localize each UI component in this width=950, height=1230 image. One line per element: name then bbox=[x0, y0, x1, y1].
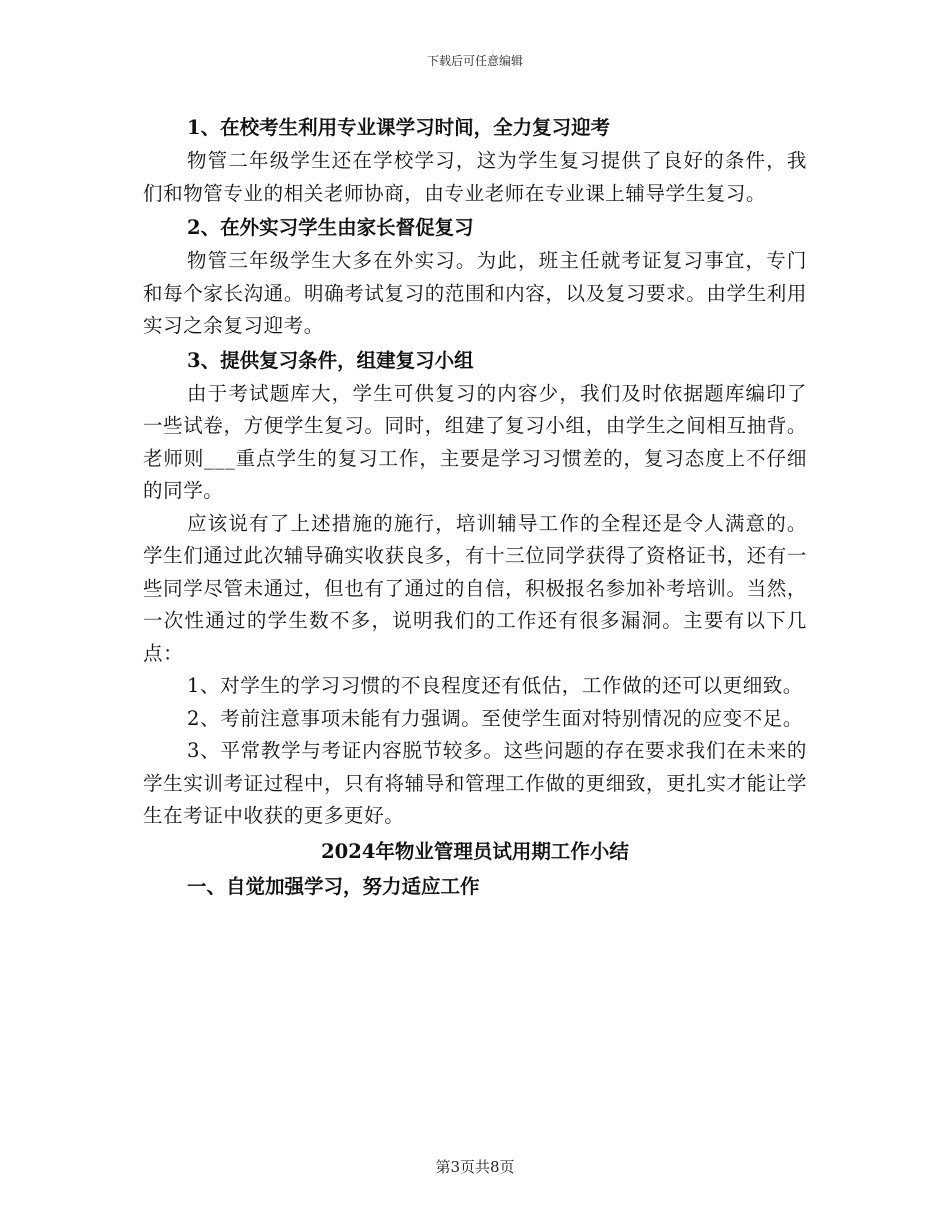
page-footer: 第3页共8页 bbox=[435, 1158, 515, 1176]
list-item-1: 1、对学生的学习习惯的不良程度还有低估，工作做的还可以更细致。 bbox=[187, 674, 804, 697]
list-item-3: 3、平常教学与考证内容脱节较多。这些问题的存在要求我们在未来的学生实训考证过程中，只有将辅导和管理工作做的更细致，更扎实才能让学生在考证中收获的更多更好。 bbox=[143, 739, 807, 827]
section-heading-4: 一、自觉加强学习，努力适应工作 bbox=[187, 874, 480, 898]
section-heading-1: 1、在校考生利用专业课学习时间，全力复习迎考 bbox=[187, 116, 611, 139]
document-body bbox=[143, 110, 807, 904]
section-heading-3: 3、提供复习条件，组建复习小组 bbox=[187, 348, 474, 372]
page-header: 下载后可任意编辑 bbox=[426, 54, 523, 68]
list-item-2: 2、考前注意事项未能有力强调。至使学生面对特别情况的应变不足。 bbox=[187, 706, 804, 730]
paragraph-2: 物管三年级学生大多在外实习。为此，班主任就考证复习事宜，专门和每个家长沟通。明确考试复习的范围和内容，以及复习要求。由学生利用实习之余复习迎考。 bbox=[143, 249, 807, 337]
section-heading-2: 2、在外实习学生由家长督促复习 bbox=[187, 216, 474, 239]
paragraph-4: 应该说有了上述措施的施行，培训辅导工作的全程还是令人满意的。学生们通过此次辅导确实收获良多，有十三位同学获得了资格证书，还有一些同学尽管未通过，但也有了通过的自信，积极报名参加补考培训。当然，一次性通过的学生数不多，说明我们的工作还有很多漏洞。主要有以下几点： bbox=[143, 511, 807, 665]
paragraph-1: 物管二年级学生还在学校学习，这为学生复习提供了良好的条件，我们和物管专业的相关老师协商，由专业老师在专业课上辅导学生复习。 bbox=[143, 149, 807, 205]
document-title: 2024年物业管理员试用期工作小结 bbox=[321, 839, 629, 863]
paragraph-3: 由于考试题库大，学生可供复习的内容少，我们及时依据题库编印了一些试卷，方便学生复习。同时，组建了复习小组，由学生之间相互抽背。老师则___重点学生的复习工作，主要是学习习惯差的，复习态度上不仔细的同学。 bbox=[143, 381, 807, 502]
